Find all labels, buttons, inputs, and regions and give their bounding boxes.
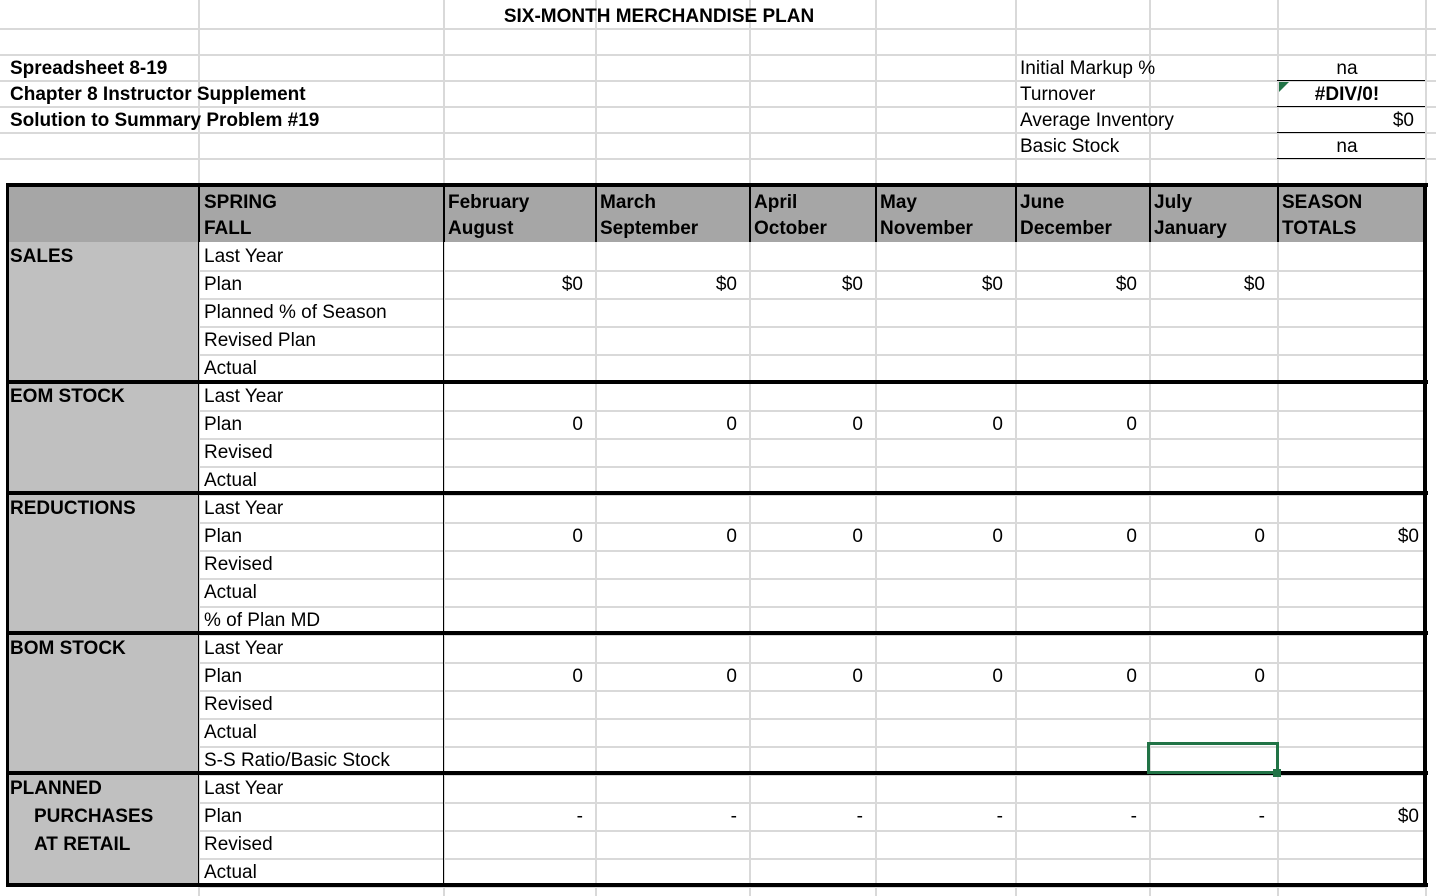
summary-label: Basic Stock bbox=[1020, 136, 1120, 157]
row-label: Plan bbox=[204, 526, 243, 547]
error-indicator-icon bbox=[1279, 82, 1289, 92]
data-cell[interactable]: $0 bbox=[715, 274, 737, 295]
row-gridline bbox=[198, 718, 1426, 720]
info-line: Solution to Summary Problem #19 bbox=[10, 110, 320, 131]
row-gridline bbox=[198, 802, 1426, 804]
section-border bbox=[6, 491, 1428, 495]
summary-underline bbox=[1277, 158, 1425, 159]
row-gridline bbox=[0, 158, 1436, 160]
data-cell[interactable]: - bbox=[576, 806, 583, 827]
month-header: November bbox=[880, 218, 973, 239]
header-divider bbox=[198, 186, 200, 242]
data-cell[interactable]: 0 bbox=[852, 526, 863, 547]
season-header: FALL bbox=[204, 218, 252, 239]
data-cell[interactable]: $0 bbox=[981, 274, 1003, 295]
data-cell[interactable]: - bbox=[1258, 806, 1265, 827]
row-gridline bbox=[0, 132, 1436, 134]
month-header: February bbox=[448, 192, 530, 213]
row-gridline bbox=[198, 326, 1426, 328]
row-gridline bbox=[0, 106, 1436, 108]
data-cell[interactable]: 0 bbox=[852, 666, 863, 687]
column-gridline bbox=[875, 0, 877, 896]
table-border bbox=[6, 883, 1428, 887]
data-cell[interactable]: 0 bbox=[572, 526, 583, 547]
summary-underline bbox=[1277, 106, 1425, 107]
row-label: Plan bbox=[204, 806, 243, 827]
header-divider bbox=[1149, 186, 1151, 242]
header-divider bbox=[1277, 186, 1279, 242]
sheet-title: SIX-MONTH MERCHANDISE PLAN bbox=[503, 6, 815, 27]
row-label: Plan bbox=[204, 414, 243, 435]
row-gridline bbox=[0, 28, 1436, 30]
data-cell[interactable]: 0 bbox=[1254, 526, 1265, 547]
data-cell[interactable]: 0 bbox=[992, 666, 1003, 687]
row-gridline bbox=[198, 410, 1426, 412]
data-cell[interactable]: $0 bbox=[841, 274, 863, 295]
row-gridline bbox=[198, 270, 1426, 272]
summary-value[interactable]: na bbox=[1336, 58, 1358, 79]
data-cell[interactable]: 0 bbox=[992, 414, 1003, 435]
section-border bbox=[6, 631, 1428, 635]
summary-label: Turnover bbox=[1020, 84, 1096, 105]
row-label: Revised bbox=[204, 442, 273, 463]
data-cell[interactable]: 0 bbox=[992, 526, 1003, 547]
summary-underline bbox=[1277, 80, 1425, 81]
row-gridline bbox=[198, 662, 1426, 664]
data-cell[interactable]: $0 bbox=[1243, 274, 1265, 295]
row-label: Actual bbox=[204, 862, 257, 883]
row-label: Actual bbox=[204, 358, 257, 379]
data-cell[interactable]: - bbox=[856, 806, 863, 827]
info-line: Chapter 8 Instructor Supplement bbox=[10, 84, 306, 105]
fill-handle[interactable] bbox=[1273, 769, 1281, 777]
summary-label: Average Inventory bbox=[1020, 110, 1174, 131]
total-cell[interactable]: $0 bbox=[1397, 806, 1419, 827]
month-header: January bbox=[1154, 218, 1227, 239]
row-label: Revised bbox=[204, 834, 273, 855]
total-cell[interactable]: $0 bbox=[1397, 526, 1419, 547]
data-cell[interactable]: 0 bbox=[1126, 414, 1137, 435]
summary-label: Initial Markup % bbox=[1020, 58, 1156, 79]
row-gridline bbox=[198, 522, 1426, 524]
section-label: PURCHASES bbox=[34, 806, 154, 827]
row-label: Revised bbox=[204, 554, 273, 575]
row-gridline bbox=[198, 438, 1426, 440]
data-cell[interactable]: 0 bbox=[726, 414, 737, 435]
header-divider bbox=[875, 186, 877, 242]
row-label: % of Plan MD bbox=[204, 610, 321, 631]
column-gridline bbox=[595, 0, 597, 896]
data-cell[interactable]: 0 bbox=[1254, 666, 1265, 687]
row-gridline bbox=[198, 550, 1426, 552]
month-header: August bbox=[448, 218, 514, 239]
row-label: Revised bbox=[204, 694, 273, 715]
row-label: Last Year bbox=[204, 246, 284, 267]
row-gridline bbox=[198, 858, 1426, 860]
row-label: Last Year bbox=[204, 498, 284, 519]
row-label: Plan bbox=[204, 666, 243, 687]
data-cell[interactable]: 0 bbox=[1126, 526, 1137, 547]
row-label: Last Year bbox=[204, 386, 284, 407]
row-gridline bbox=[198, 578, 1426, 580]
data-cell[interactable]: 0 bbox=[1126, 666, 1137, 687]
row-label: Plan bbox=[204, 274, 243, 295]
row-label: Last Year bbox=[204, 638, 284, 659]
summary-value[interactable]: #DIV/0! bbox=[1314, 84, 1380, 105]
data-cell[interactable]: 0 bbox=[726, 526, 737, 547]
section-label: REDUCTIONS bbox=[10, 498, 136, 519]
header-divider bbox=[1015, 186, 1017, 242]
section-label: AT RETAIL bbox=[34, 834, 131, 855]
row-label: Actual bbox=[204, 722, 257, 743]
row-gridline bbox=[198, 354, 1426, 356]
row-gridline bbox=[198, 690, 1426, 692]
month-header: July bbox=[1154, 192, 1193, 213]
row-gridline bbox=[198, 466, 1426, 468]
column-gridline bbox=[749, 0, 751, 896]
info-line: Spreadsheet 8-19 bbox=[10, 58, 168, 79]
header-divider bbox=[749, 186, 751, 242]
data-cell[interactable]: $0 bbox=[1115, 274, 1137, 295]
month-header: June bbox=[1020, 192, 1065, 213]
data-cell[interactable]: 0 bbox=[572, 666, 583, 687]
data-cell[interactable]: - bbox=[996, 806, 1003, 827]
row-gridline bbox=[0, 80, 1436, 82]
column-divider bbox=[443, 242, 444, 884]
month-header: September bbox=[600, 218, 699, 239]
table-border bbox=[6, 183, 1428, 187]
header-divider bbox=[443, 186, 445, 242]
data-cell[interactable]: 0 bbox=[572, 414, 583, 435]
row-label: Last Year bbox=[204, 778, 284, 799]
row-label: Planned % of Season bbox=[204, 302, 387, 323]
row-gridline bbox=[0, 54, 1436, 56]
month-header: October bbox=[754, 218, 827, 239]
row-label: S-S Ratio/Basic Stock bbox=[204, 750, 390, 771]
active-cell[interactable] bbox=[1147, 742, 1279, 774]
data-cell[interactable]: - bbox=[730, 806, 737, 827]
data-cell[interactable]: - bbox=[1130, 806, 1137, 827]
row-gridline bbox=[198, 298, 1426, 300]
month-header: April bbox=[754, 192, 798, 213]
section-label: SALES bbox=[10, 246, 74, 267]
month-header: December bbox=[1020, 218, 1112, 239]
data-cell[interactable]: 0 bbox=[726, 666, 737, 687]
season-header: SPRING bbox=[204, 192, 277, 213]
column-divider bbox=[198, 242, 199, 884]
row-label: Revised Plan bbox=[204, 330, 316, 351]
summary-value[interactable]: na bbox=[1336, 136, 1358, 157]
column-gridline bbox=[1015, 0, 1017, 896]
season-totals-header: TOTALS bbox=[1282, 218, 1357, 239]
data-cell[interactable]: $0 bbox=[561, 274, 583, 295]
summary-value[interactable]: $0 bbox=[1392, 110, 1414, 131]
section-label: PLANNED bbox=[10, 778, 102, 799]
data-cell[interactable]: 0 bbox=[852, 414, 863, 435]
section-label: EOM STOCK bbox=[10, 386, 125, 407]
row-gridline bbox=[198, 606, 1426, 608]
month-header: March bbox=[600, 192, 656, 213]
header-divider bbox=[595, 186, 597, 242]
table-border bbox=[1423, 183, 1427, 887]
summary-underline bbox=[1277, 132, 1425, 133]
month-header: May bbox=[880, 192, 917, 213]
row-label: Actual bbox=[204, 470, 257, 491]
section-label: BOM STOCK bbox=[10, 638, 126, 659]
table-border bbox=[6, 183, 9, 887]
season-totals-header: SEASON bbox=[1282, 192, 1363, 213]
row-gridline bbox=[198, 830, 1426, 832]
section-border bbox=[6, 380, 1428, 384]
row-label: Actual bbox=[204, 582, 257, 603]
